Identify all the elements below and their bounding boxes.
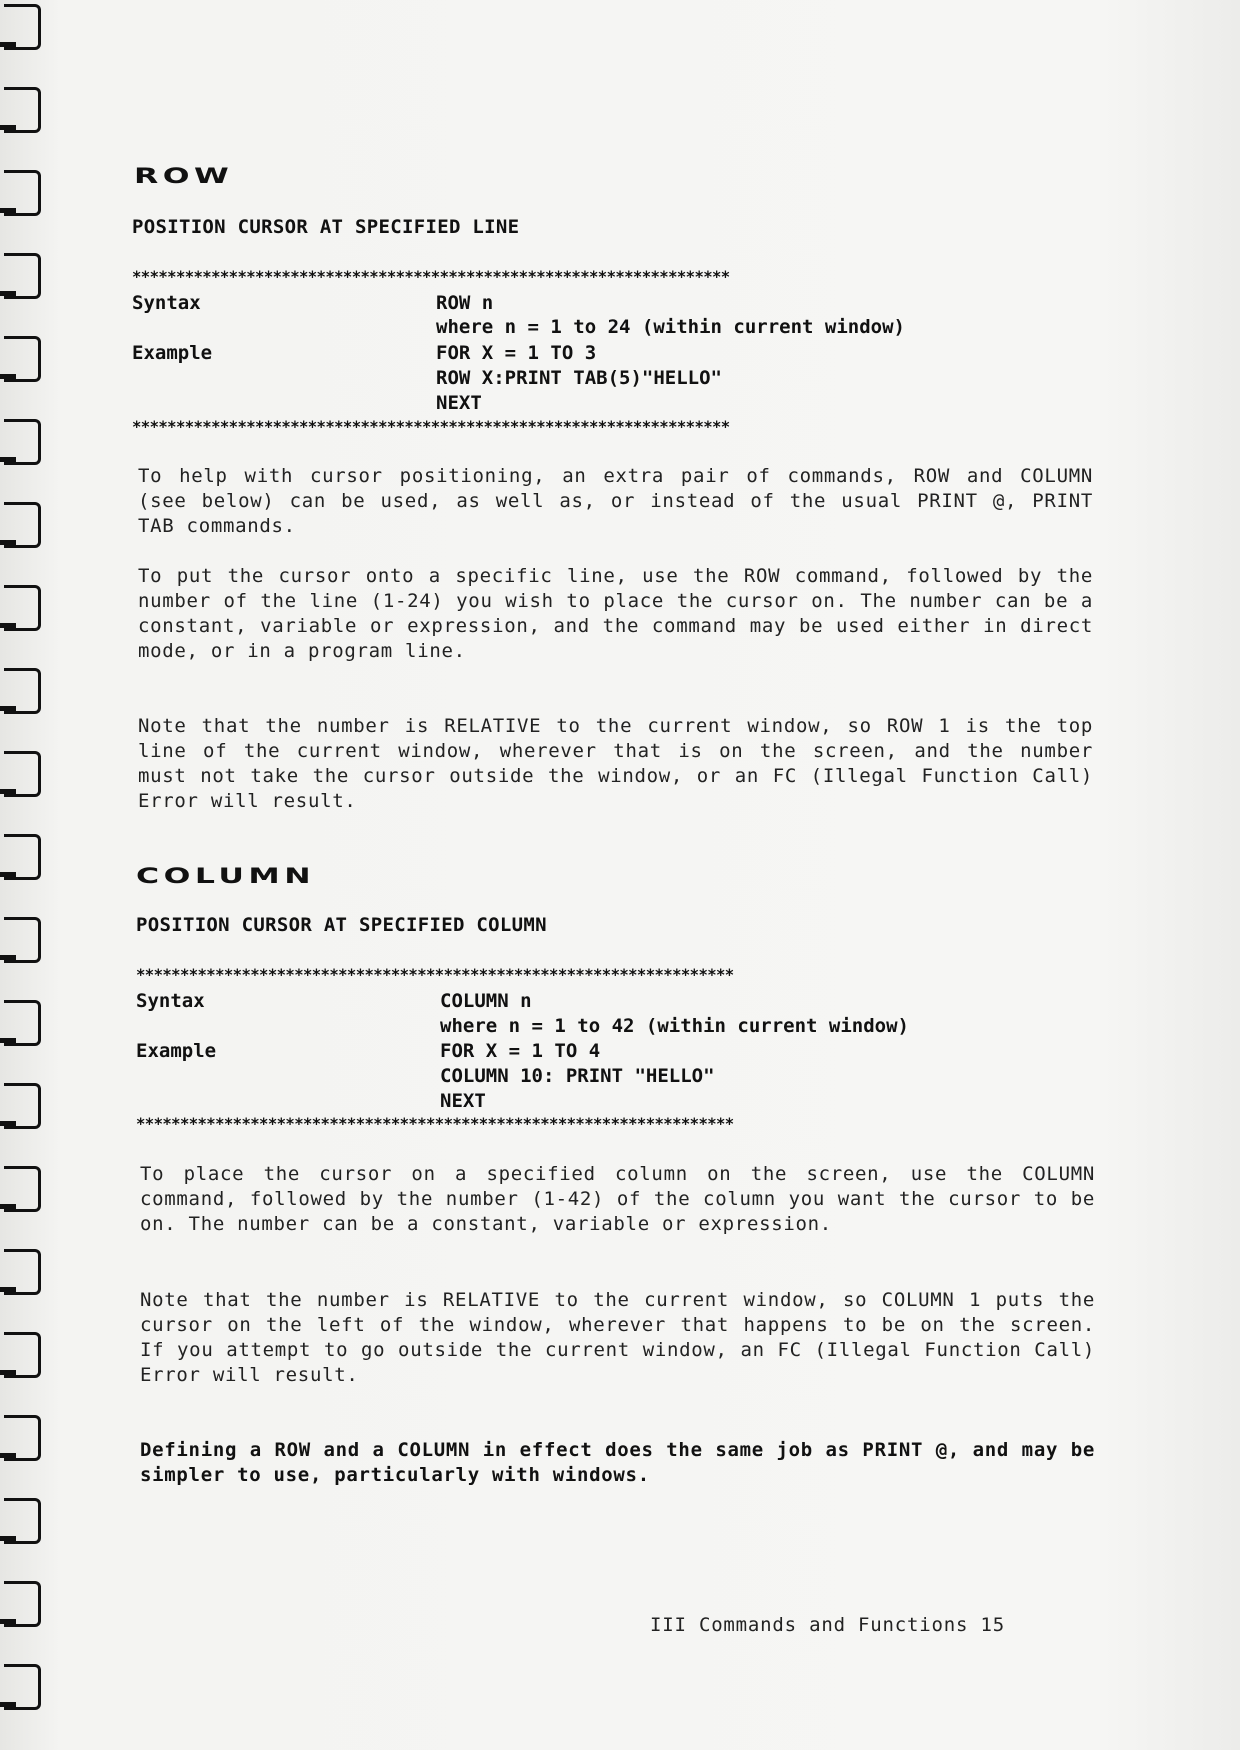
row-separator-top: ******************************************************************** — [132, 268, 730, 286]
binding-tab — [0, 1619, 16, 1624]
binding-tab — [0, 208, 16, 213]
binding-tab — [0, 1038, 16, 1043]
row-example-line-1: FOR X = 1 TO 3 — [436, 342, 597, 364]
row-syntax-line-2: where n = 1 to 24 (within current window) — [436, 316, 905, 338]
column-separator-top: ******************************************************************** — [136, 966, 734, 984]
binding-tab — [0, 125, 16, 130]
binding-tab — [0, 955, 16, 960]
column-example-line-1: FOR X = 1 TO 4 — [440, 1040, 601, 1062]
binding-tab — [0, 374, 16, 379]
binding-tab — [0, 1287, 16, 1292]
row-syntax-label: Syntax — [132, 292, 201, 314]
binding-tab — [0, 457, 16, 462]
row-subtitle: POSITION CURSOR AT SPECIFIED LINE — [132, 216, 520, 238]
binding-tab — [0, 623, 16, 628]
binding-tab — [0, 291, 16, 296]
row-paragraph-2: To put the cursor onto a specific line, use the ROW command, followed by the number of the line (1-24) you wish to place the cursor on. The number can be a constant, variable or expression, and the command may be used either in direct mode, or in a program line. — [138, 565, 1093, 662]
row-example-line-3: NEXT — [436, 392, 482, 414]
column-title: COLUMN — [136, 864, 316, 888]
row-syntax-line-1: ROW n — [436, 292, 494, 314]
binding-tab — [0, 1453, 16, 1458]
column-paragraph-2: Note that the number is RELATIVE to the current window, so COLUMN 1 puts the cursor on the left of the window, wherever that happens to be on the screen. If you attempt to go outside the current window, an FC (Illegal Function Call) Error will result. — [140, 1289, 1095, 1386]
row-separator-bottom: ******************************************************************** — [132, 418, 730, 436]
column-syntax-label: Syntax — [136, 990, 205, 1012]
binding-tab — [0, 1121, 16, 1126]
binding-tab — [0, 1204, 16, 1209]
page-footer: III Commands and Functions 15 — [650, 1614, 1005, 1636]
row-title: ROW — [134, 164, 234, 188]
column-subtitle: POSITION CURSOR AT SPECIFIED COLUMN — [136, 914, 547, 936]
binding-tab — [0, 872, 16, 877]
binding-tab — [0, 1536, 16, 1541]
column-example-line-2: COLUMN 10: PRINT "HELLO" — [440, 1065, 715, 1087]
column-paragraph-3: Defining a ROW and a COLUMN in effect does the same job as PRINT @, and may be simpler to use, particularly with windows. — [140, 1439, 1095, 1486]
binding-tab — [0, 42, 16, 47]
spiral-binding — [0, 0, 52, 1750]
row-paragraph-3: Note that the number is RELATIVE to the current window, so ROW 1 is the top line of the current window, wherever that is on the screen, and the number must not take the cursor outside the window, or an FC (Illegal Function Call) Error will result. — [138, 715, 1093, 812]
column-example-line-3: NEXT — [440, 1090, 486, 1112]
binding-tab — [0, 706, 16, 711]
column-example-label: Example — [136, 1040, 217, 1062]
row-example-label: Example — [132, 342, 213, 364]
binding-tab — [0, 789, 16, 794]
column-paragraph-1: To place the cursor on a specified column on the screen, use the COLUMN command, followed by the number (1-42) of the column you want the cursor to be on. The number can be a constant, variable or expression. — [140, 1163, 1095, 1235]
row-example-line-2: ROW X:PRINT TAB(5)"HELLO" — [436, 367, 722, 389]
column-syntax-line-1: COLUMN n — [440, 990, 532, 1012]
binding-tab — [0, 1702, 16, 1707]
column-syntax-line-2: where n = 1 to 42 (within current window) — [440, 1015, 909, 1037]
binding-tab — [0, 1370, 16, 1375]
column-separator-bottom: ******************************************************************** — [136, 1115, 734, 1133]
row-paragraph-1: To help with cursor positioning, an extra pair of commands, ROW and COLUMN (see below) can be used, as well as, or instead of the usual PRINT @, PRINT TAB commands. — [138, 465, 1093, 537]
binding-tab — [0, 540, 16, 545]
